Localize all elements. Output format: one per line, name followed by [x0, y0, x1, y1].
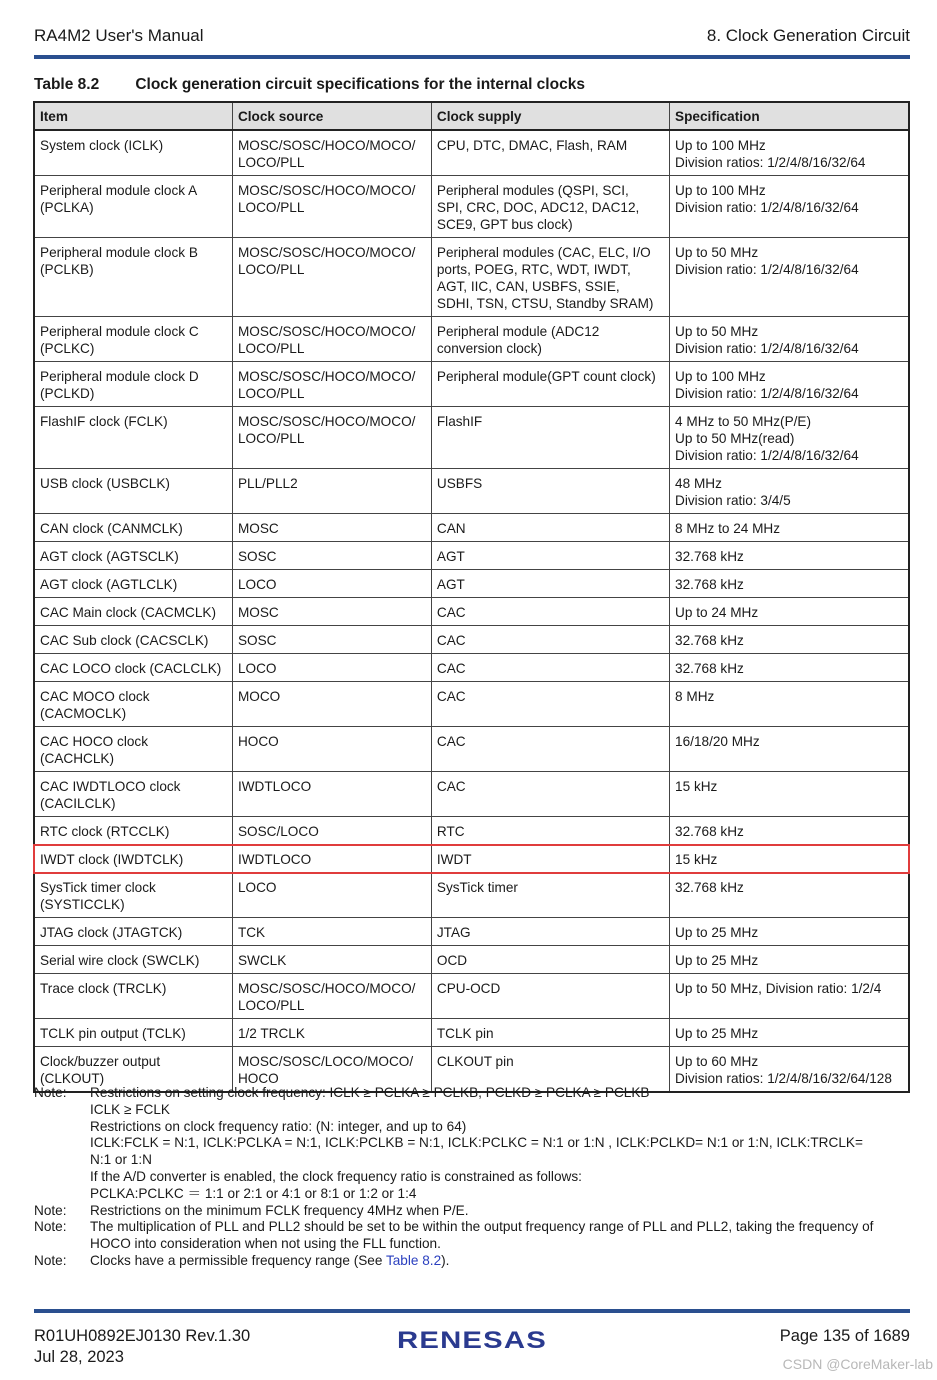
table-cell: Up to 100 MHz Division ratios: 1/2/4/8/16/32/64 [670, 130, 909, 176]
table-cell: Up to 100 MHz Division ratio: 1/2/4/8/16/32/64 [670, 362, 909, 407]
table-cell: IWDT [431, 845, 669, 873]
table-row [34, 817, 909, 845]
table-cell: PLL/PLL2 [232, 469, 431, 514]
table-cell: MOSC/SOSC/HOCO/MOCO/ LOCO/PLL [232, 317, 431, 362]
table-cell: System clock (ICLK) [34, 130, 232, 176]
footer-rule [34, 1309, 910, 1313]
table-cell: RTC [431, 817, 669, 845]
table-cell: MOSC [232, 514, 431, 542]
table-row [34, 176, 909, 238]
note-text [90, 1253, 914, 1270]
watermark: CSDN @CoreMaker-lab [782, 1356, 933, 1372]
note-label: Note: [34, 1252, 67, 1268]
table-cell: CAC Main clock (CACMCLK) [34, 598, 232, 626]
renesas-logo [395, 1326, 550, 1352]
table-cell: MOSC/SOSC/HOCO/MOCO/ LOCO/PLL [232, 407, 431, 469]
table-cell: 48 MHz Division ratio: 3/4/5 [670, 469, 909, 514]
table-cell: AGT clock (AGTLCLK) [34, 570, 232, 598]
table-row [34, 542, 909, 570]
table-row [34, 238, 909, 317]
note-body: Clocks have a permissible frequency range (See [90, 1252, 386, 1268]
header-rule [34, 55, 910, 59]
table-cell: Peripheral module clock C (PCLKC) [34, 317, 232, 362]
table-cell: Up to 60 MHz Division ratios: 1/2/4/8/16/32/64/128 [670, 1047, 909, 1093]
table-row [34, 873, 909, 918]
table-cell: IWDT clock (IWDTCLK) [34, 845, 232, 873]
table-cell: CPU, DTC, DMAC, Flash, RAM [431, 130, 669, 176]
table-cell: FlashIF clock (FCLK) [34, 407, 232, 469]
table-cell: 15 kHz [670, 772, 909, 817]
table-cell: 32.768 kHz [670, 817, 909, 845]
table-cell: MOSC/SOSC/HOCO/MOCO/ LOCO/PLL [232, 176, 431, 238]
note-label: Note: [34, 1085, 67, 1100]
column-header: Clock source [232, 102, 431, 130]
table-row [34, 407, 909, 469]
column-header: Item [34, 102, 232, 130]
note [34, 1219, 914, 1253]
table-cell: CAN clock (CANMCLK) [34, 514, 232, 542]
table-cell: HOCO [232, 727, 431, 772]
table-cell: SOSC/LOCO [232, 817, 431, 845]
doc-date: Jul 28, 2023 [34, 1348, 124, 1366]
table-cell: 32.768 kHz [670, 626, 909, 654]
table-cell: CAC Sub clock (CACSCLK) [34, 626, 232, 654]
table-cell: OCD [431, 946, 669, 974]
table-cell: Up to 50 MHz Division ratio: 1/2/4/8/16/32/64 [670, 317, 909, 362]
clock-spec-table [33, 101, 910, 1093]
table-caption [34, 76, 585, 94]
table-row [34, 845, 909, 873]
table-cell: Peripheral modules (CAC, ELC, I/O ports, POEG, RTC, WDT, IWDT, AGT, IIC, CAN, USBFS, SSIE, SDHI, TSN, CTSU, Standby SRAM) [431, 238, 669, 317]
table-cell: CAC [431, 626, 669, 654]
table-cell: CAC [431, 682, 669, 727]
table-cell: CAN [431, 514, 669, 542]
table-cell: Up to 100 MHz Division ratio: 1/2/4/8/16/32/64 [670, 176, 909, 238]
table-row [34, 1019, 909, 1047]
table-cell: Clock/buzzer output (CLKOUT) [34, 1047, 232, 1093]
doc-number: R01UH0892EJ0130 Rev.1.30 [34, 1327, 251, 1345]
table-row [34, 654, 909, 682]
table-cell: CAC [431, 654, 669, 682]
table-cell: LOCO [232, 570, 431, 598]
table-cell: CAC [431, 772, 669, 817]
table-cell: Peripheral module clock B (PCLKB) [34, 238, 232, 317]
table-cell: Peripheral module clock D (PCLKD) [34, 362, 232, 407]
table-cell: CAC IWDTLOCO clock (CACILCLK) [34, 772, 232, 817]
table-cell: MOSC [232, 598, 431, 626]
table-cell: JTAG [431, 918, 669, 946]
table-row [34, 469, 909, 514]
table-row [34, 682, 909, 727]
table-row [34, 514, 909, 542]
table-cell: IWDTLOCO [232, 845, 431, 873]
table-cell: 15 kHz [670, 845, 909, 873]
manual-title: RA4M2 User's Manual [34, 26, 204, 45]
page-header [34, 26, 910, 50]
table-cell: MOSC/SOSC/HOCO/MOCO/ LOCO/PLL [232, 238, 431, 317]
table-header-row [34, 102, 909, 130]
table-cell: MOSC/SOSC/LOCO/MOCO/ HOCO [232, 1047, 431, 1093]
note [34, 1253, 914, 1270]
note-text [90, 1085, 914, 1203]
table-cell: CAC [431, 727, 669, 772]
table-cell: MOSC/SOSC/HOCO/MOCO/ LOCO/PLL [232, 130, 431, 176]
table-cell: SysTick timer clock (SYSTICCLK) [34, 873, 232, 918]
table-row [34, 317, 909, 362]
table-cell: Up to 50 MHz, Division ratio: 1/2/4 [670, 974, 909, 1019]
table-cell: 8 MHz [670, 682, 909, 727]
table-cell: CAC [431, 598, 669, 626]
table-cell: AGT clock (AGTSCLK) [34, 542, 232, 570]
note [34, 1085, 914, 1203]
table-cell: CPU-OCD [431, 974, 669, 1019]
table-reference-link[interactable]: Table 8.2 [385, 1252, 442, 1268]
table-cell: CLKOUT pin [431, 1047, 669, 1093]
table-cell: SWCLK [232, 946, 431, 974]
table-cell: Up to 24 MHz [670, 598, 909, 626]
column-header: Clock supply [431, 102, 669, 130]
table-cell: Peripheral modules (QSPI, SCI, SPI, CRC, DOC, ADC12, DAC12, SCE9, GPT bus clock) [431, 176, 669, 238]
table-cell: MOSC/SOSC/HOCO/MOCO/ LOCO/PLL [232, 974, 431, 1019]
table-cell: CAC MOCO clock (CACMOCLK) [34, 682, 232, 727]
note-label: Note: [34, 1219, 67, 1235]
table-row [34, 918, 909, 946]
doc-info [34, 1326, 250, 1368]
table-row [34, 772, 909, 817]
table-title: Clock generation circuit specifications for the internal clocks [135, 76, 585, 93]
table-cell: Trace clock (TRCLK) [34, 974, 232, 1019]
note-body: Restrictions on setting clock frequency: ICLK ≥ PCLKA ≥ PCLKB, PCLKD ≥ PCLKA ≥ PCLKB ICLK ≥ FCLK Restrictions on clock frequency ratio: (N: integer, and up to 64) ICLK:FCLK = N:1, ICLK:PCLKA = N:1, ICLK:PCLKB = N:1, ICLK:PCLKC = N:1 or 1:N , ICLK:PCLKD= N:1 or 1:N, ICLK:TRCLK= N:1 or 1:N If the A/D converter is enabled, the clock frequency ratio is constrained as follows: PCLKA:PCLKC ＝ 1:1 or 2:1 or 4:1 or 8:1 or 1:2 or 1:4 [90, 1085, 863, 1201]
table-cell: Serial wire clock (SWCLK) [34, 946, 232, 974]
table-cell: Up to 25 MHz [670, 946, 909, 974]
column-header: Specification [670, 102, 909, 130]
table-row [34, 946, 909, 974]
table-cell: 32.768 kHz [670, 542, 909, 570]
note-body: The multiplication of PLL and PLL2 should be set to be within the output frequency range of PLL and PLL2, taking the frequency of HOCO into consideration when not using the FLL function. [90, 1219, 874, 1252]
table-cell: Peripheral module clock A (PCLKA) [34, 176, 232, 238]
table-row [34, 570, 909, 598]
table-cell: CAC HOCO clock (CACHCLK) [34, 727, 232, 772]
table-cell: Up to 50 MHz Division ratio: 1/2/4/8/16/32/64 [670, 238, 909, 317]
table-cell: 4 MHz to 50 MHz(P/E) Up to 50 MHz(read) Division ratio: 1/2/4/8/16/32/64 [670, 407, 909, 469]
table-cell: TCK [232, 918, 431, 946]
page-number: Page 135 of 1689 [779, 1327, 910, 1345]
table-cell: TCLK pin output (TCLK) [34, 1019, 232, 1047]
note-label: Note: [34, 1202, 67, 1218]
table-cell: 32.768 kHz [670, 654, 909, 682]
note-suffix: ). [441, 1252, 450, 1268]
table-cell: AGT [431, 570, 669, 598]
table-row [34, 974, 909, 1019]
table-cell: USBFS [431, 469, 669, 514]
table-cell: MOCO [232, 682, 431, 727]
table-cell: 8 MHz to 24 MHz [670, 514, 909, 542]
table-cell: SOSC [232, 626, 431, 654]
note-text [90, 1203, 914, 1220]
table-row [34, 362, 909, 407]
logo-text: RENESAS [397, 1327, 547, 1352]
table-cell: AGT [431, 542, 669, 570]
table-cell: 1/2 TRCLK [232, 1019, 431, 1047]
table-cell: Peripheral module (ADC12 conversion clock) [431, 317, 669, 362]
table-cell: FlashIF [431, 407, 669, 469]
table-cell: TCLK pin [431, 1019, 669, 1047]
table-row [34, 598, 909, 626]
note-body: Restrictions on the minimum FCLK frequency 4MHz when P/E. [90, 1202, 469, 1218]
table-cell: USB clock (USBCLK) [34, 469, 232, 514]
table-cell: IWDTLOCO [232, 772, 431, 817]
table-cell: Peripheral module(GPT count clock) [431, 362, 669, 407]
note-text [90, 1219, 914, 1253]
table-row [34, 727, 909, 772]
table-cell: CAC LOCO clock (CACLCLK) [34, 654, 232, 682]
table-cell: MOSC/SOSC/HOCO/MOCO/ LOCO/PLL [232, 362, 431, 407]
table-cell: 32.768 kHz [670, 873, 909, 918]
table-cell: SOSC [232, 542, 431, 570]
notes-section [34, 1085, 914, 1270]
table-cell: LOCO [232, 654, 431, 682]
table-row [34, 626, 909, 654]
table-cell: SysTick timer [431, 873, 669, 918]
table-cell: Up to 25 MHz [670, 1019, 909, 1047]
table-cell: Up to 25 MHz [670, 918, 909, 946]
table-cell: LOCO [232, 873, 431, 918]
note [34, 1203, 914, 1220]
table-cell: JTAG clock (JTAGTCK) [34, 918, 232, 946]
table-cell: 16/18/20 MHz [670, 727, 909, 772]
table-row [34, 130, 909, 176]
chapter-title: 8. Clock Generation Circuit [706, 26, 910, 45]
table-cell: 32.768 kHz [670, 570, 909, 598]
table-number: Table 8.2 [34, 76, 100, 93]
table-cell: RTC clock (RTCCLK) [34, 817, 232, 845]
